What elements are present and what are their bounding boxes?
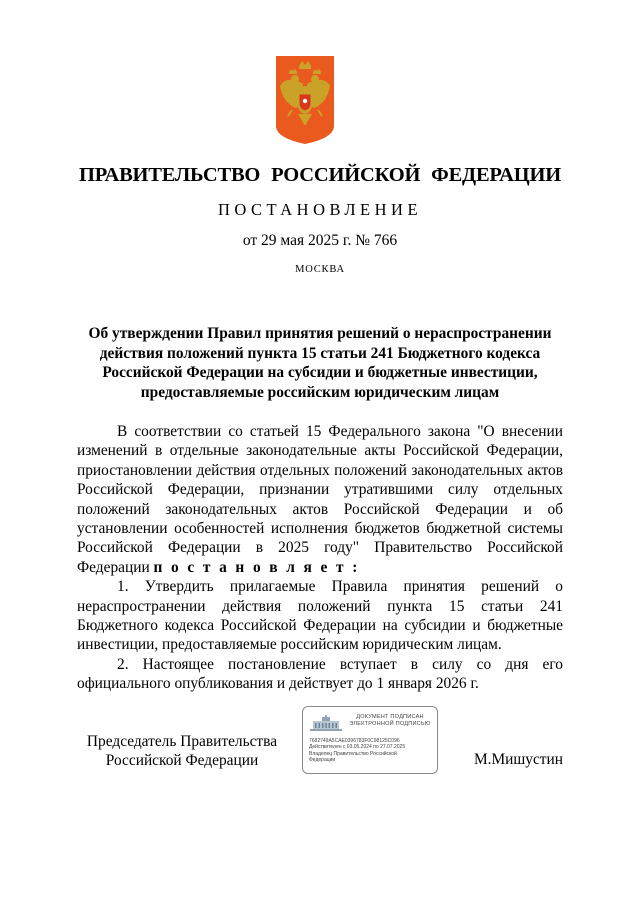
government-title: ПРАВИТЕЛЬСТВО РОССИЙСКОЙ ФЕДЕРАЦИИ	[79, 164, 561, 186]
stamp-owner-line-2: Федерации	[309, 757, 336, 764]
stamp-heading-line-1: ДОКУМЕНТ ПОДПИСАН	[356, 714, 424, 720]
signer-name: М.Мишустин	[473, 751, 563, 768]
resolves-word: п о с т а н о в л я е т :	[153, 558, 360, 576]
item-1-paragraph: 1. Утвердить прилагаемые Правила принятия решений о нераспространении действия положений пункта 15 статьи 241 Бюджетного кодекса Российской Федерации на субсидии и бюджетные инвестиции, предоставляемые российским юридическим лицам.	[77, 578, 563, 654]
stamp-certificate: 7682749A5CAE0396783F0C98125C096	[309, 738, 400, 744]
preamble-text: В соответствии со статьей 15 Федерального закона "О внесении изменений в отдельные законодательные акты Российской Федерации, приостановлении действия отдельных положений законодательных актов Российской Федерации, признании утратившими силу отдельных положений законодательных актов Российской Федерации и об установлении особенностей исполнения бюджетов бюджетной системы Российской Федерации в 2025 году" Правительство Российской Федерации	[77, 423, 563, 576]
signer-position	[77, 732, 287, 771]
preamble-paragraph	[77, 422, 563, 577]
signer-position-line-1: Председатель Правительства	[86, 733, 278, 750]
stamp-owner-line-1: Владелец Правительство Российской	[309, 750, 397, 757]
stamp-details	[309, 738, 435, 764]
signer-position-line-2: Российской Федерации	[105, 752, 259, 770]
stamp-heading-line-2: ЭЛЕКТРОННОЙ ПОДПИСЬЮ	[349, 721, 431, 727]
electronic-signature-stamp	[302, 706, 438, 774]
item-2-paragraph: 2. Настоящее постановление вступает в силу со дня его официального опубликования и действует до 1 января 2026 г.	[77, 655, 563, 693]
stamp-heading	[345, 714, 435, 728]
stamp-validity: Действителен с 03.05.2024 по 27.07.2025	[309, 744, 406, 751]
document-type: ПОСТАНОВЛЕНИЕ	[217, 200, 423, 219]
document-body	[77, 422, 563, 694]
document-subject: Об утверждении Правил принятия решений о нераспространении действия положений пункта 15 статьи 241 Бюджетного кодекса Российской Федерации на субсидии и бюджетные инвестиции, предоставляемые российским юридическим лицам	[88, 325, 552, 401]
government-building-icon	[309, 715, 343, 732]
document-city: МОСКВА	[295, 264, 345, 275]
coat-of-arms-emblem	[276, 56, 334, 144]
document-date-number: от 29 мая 2025 г. № 766	[242, 232, 398, 249]
